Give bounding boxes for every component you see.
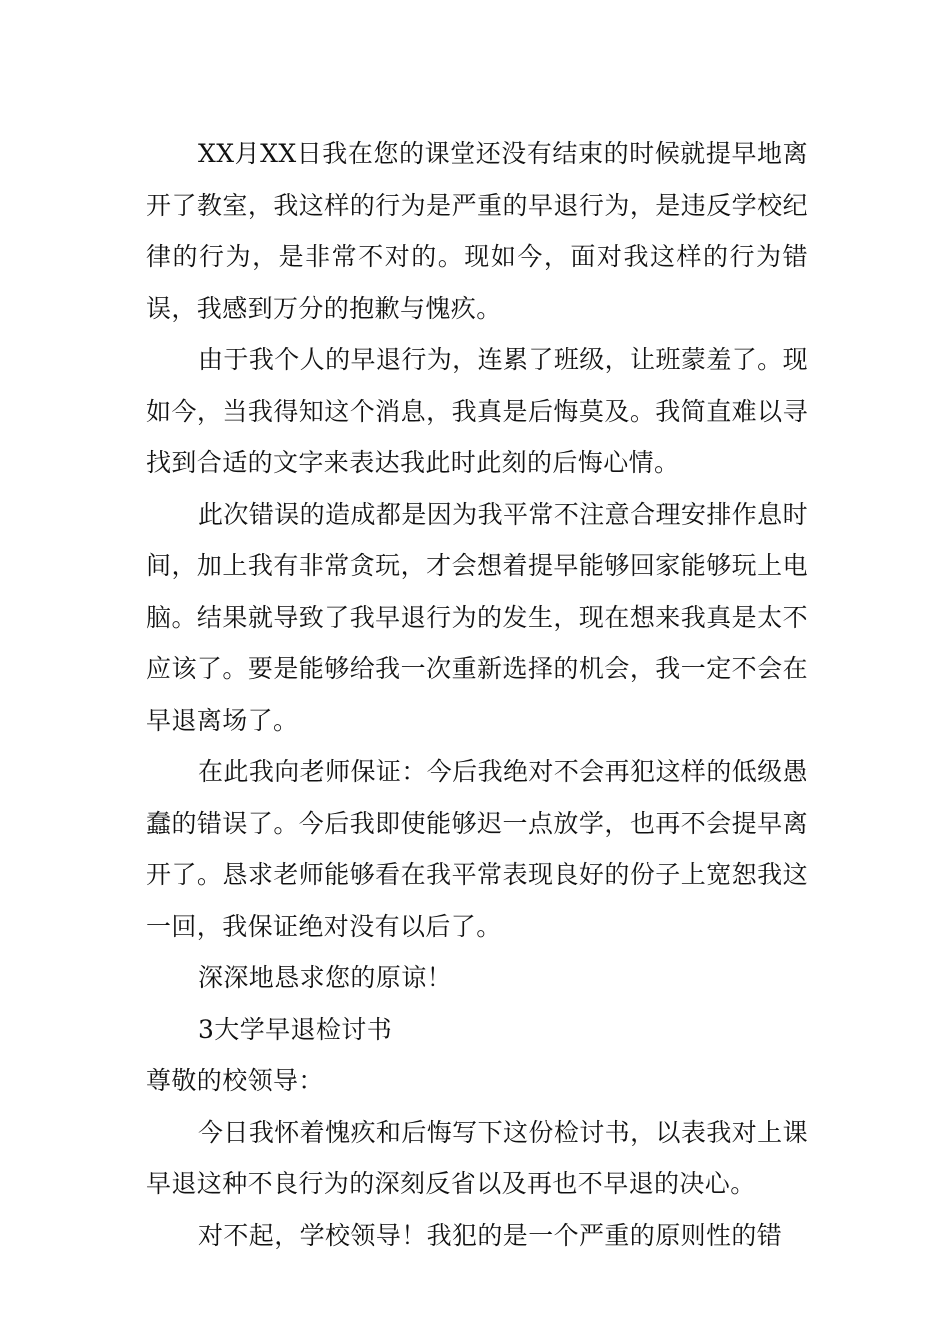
paragraph-intro: 今日我怀着愧疚和后悔写下这份检讨书，以表我对上课早退这种不良行为的深刻反省以及再也不早退的决心。 (146, 1117, 808, 1198)
salutation: 尊敬的校领导： (146, 1066, 324, 1095)
paragraph-apology: 对不起，学校领导！我犯的是一个严重的原则性的错 (198, 1220, 783, 1250)
paragraph-promise: 在此我向老师保证：今后我绝对不会再犯这样的低级愚蠢的错误了。今后我即使能够迟一点放学，也再不会提早离开了。恳求老师能够看在我平常表现良好的份子上宽恕我这一回，我保证绝对没有以后了。 (146, 757, 808, 941)
document-body (146, 128, 808, 1261)
paragraph-plea: 深深地恳求您的原谅！ (198, 963, 453, 992)
paragraph-cause: 此次错误的造成都是因为我平常不注意合理安排作息时间，加上我有非常贪玩，才会想着提早能够回家能够玩上电脑。结果就导致了我早退行为的发生，现在想来我真是太不应该了。要是能够给我一次重新选择的机会，我一定不会在早退离场了。 (146, 499, 808, 735)
paragraph-incident: XX月XX日我在您的课堂还没有结束的时候就提早地离开了教室，我这样的行为是严重的早退行为，是违反学校纪律的行为，是非常不对的。现如今，面对我这样的行为错误，我感到万分的抱歉与愧疚。 (146, 139, 808, 323)
paragraph-class-shame: 由于我个人的早退行为，连累了班级，让班蒙羞了。现如今，当我得知这个消息，我真是后悔莫及。我简直难以寻找到合适的文字来表达我此时此刻的后悔心情。 (146, 345, 808, 477)
section-heading: 3大学早退检讨书 (198, 1014, 393, 1044)
